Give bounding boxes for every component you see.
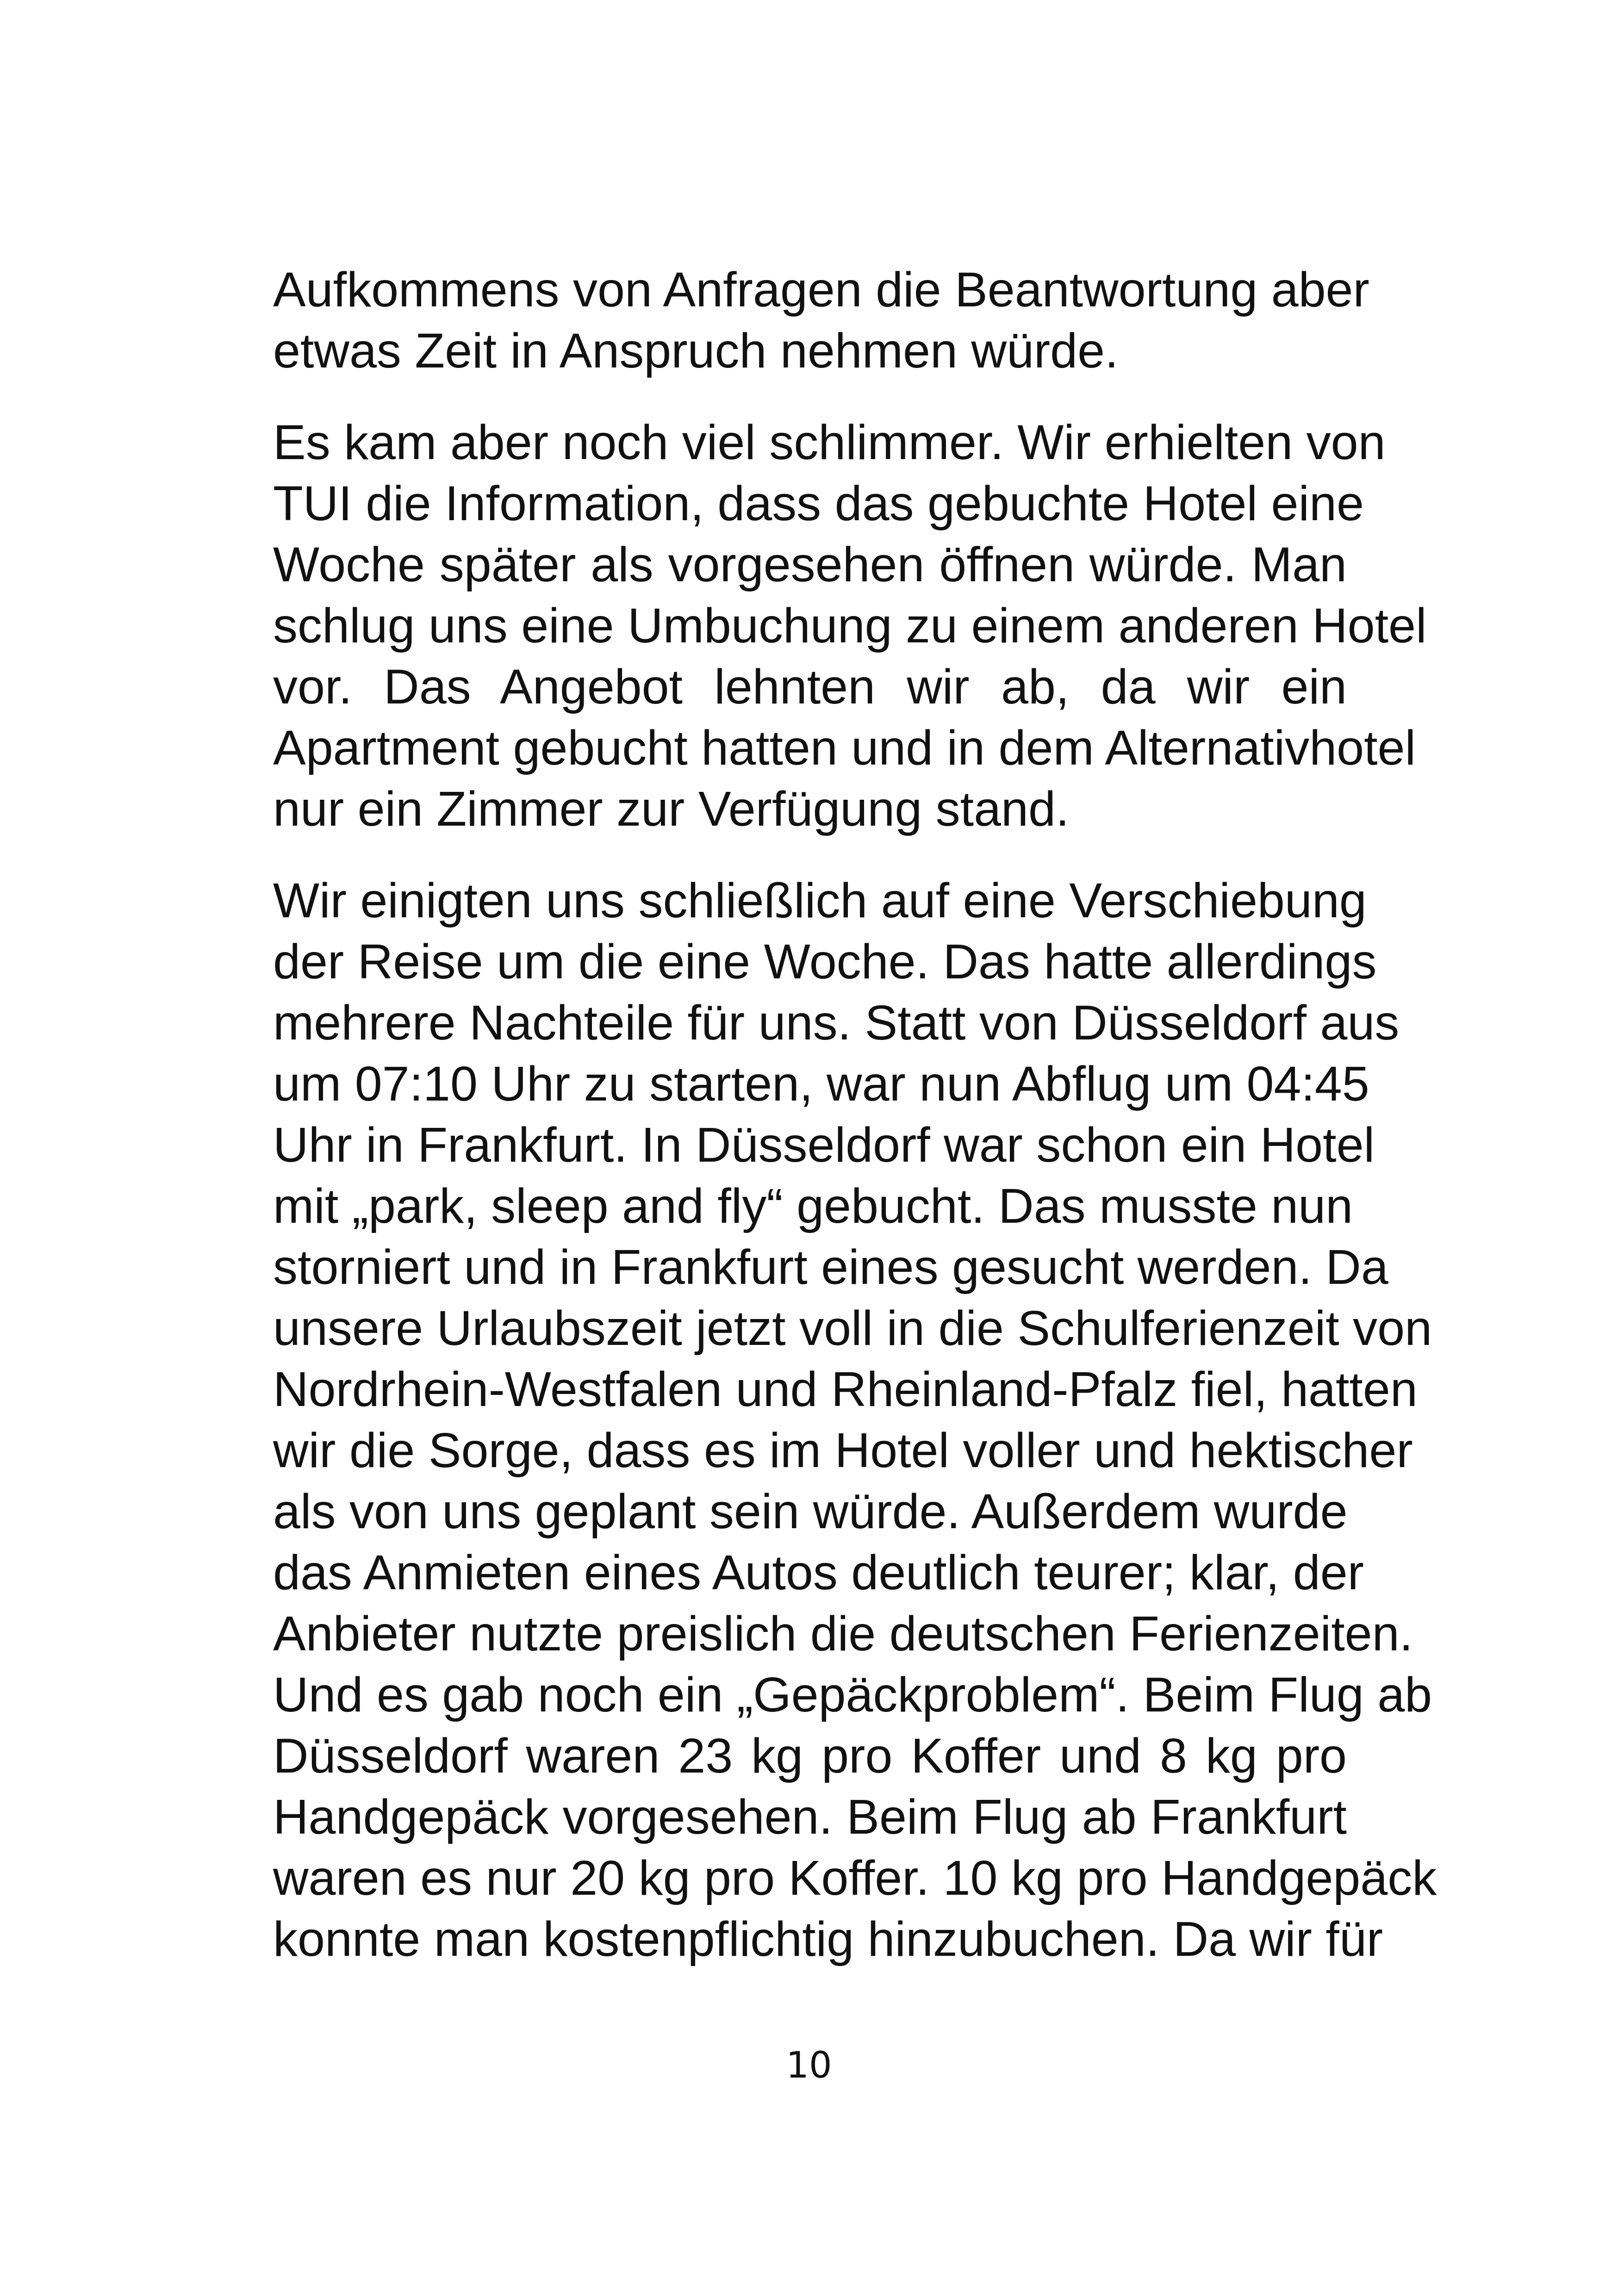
text-line: TUI die Information, dass das gebuchte Hotel eine xyxy=(273,476,1364,531)
text-line: storniert und in Frankfurt eines gesucht werden. Da xyxy=(273,1240,1388,1294)
text-line: Woche später als vorgesehen öffnen würde. Man xyxy=(273,537,1347,592)
paragraph-3 xyxy=(273,870,1437,1970)
page-number: 10 xyxy=(786,2045,832,2086)
paragraph-2 xyxy=(273,412,1427,840)
text-line: Nordrhein-Westfalen und Rheinland-Pfalz fiel, hatten xyxy=(273,1362,1418,1417)
text-line: mit „park, sleep and fly“ gebucht. Das musste nun xyxy=(273,1179,1353,1233)
text-line: mehrere Nachteile für uns. Statt von Düsseldorf aus xyxy=(273,996,1400,1050)
text-line: konnte man kostenpflichtig hinzubuchen. Da wir für xyxy=(273,1912,1383,1966)
text-line: unsere Urlaubszeit jetzt voll in die Schulferienzeit von xyxy=(273,1301,1432,1356)
paragraph-1 xyxy=(273,259,1369,381)
text-line: Und es gab noch ein „Gepäckproblem“. Beim Flug ab xyxy=(273,1668,1432,1722)
text-line: Wir einigten uns schließlich auf eine Verschiebung xyxy=(273,873,1367,928)
text-line: Anbieter nutzte preislich die deutschen Ferienzeiten. xyxy=(273,1606,1413,1661)
text-line: Apartment gebucht hatten und in dem Alternativhotel xyxy=(273,721,1416,775)
text-line: schlug uns eine Umbuchung zu einem anderen Hotel xyxy=(273,598,1427,653)
body-text xyxy=(273,259,1437,1970)
text-line: Aufkommens von Anfragen die Beantwortung aber xyxy=(273,262,1369,317)
text-line: als von uns geplant sein würde. Außerdem wurde xyxy=(273,1484,1348,1539)
text-line: das Anmieten eines Autos deutlich teurer; klar, der xyxy=(273,1545,1364,1600)
text-line: waren es nur 20 kg pro Koffer. 10 kg pro Handgepäck xyxy=(273,1851,1437,1905)
text-line: um 07:10 Uhr zu starten, war nun Abflug um 04:45 xyxy=(273,1057,1369,1111)
text-line: Uhr in Frankfurt. In Düsseldorf war schon ein Hotel xyxy=(273,1118,1375,1172)
text-line: der Reise um die eine Woche. Das hatte allerdings xyxy=(273,934,1377,989)
text-line: wir die Sorge, dass es im Hotel voller und hektischer xyxy=(273,1423,1413,1478)
text-line: vor. Das Angebot lehnten wir ab, da wir ein xyxy=(273,660,1347,714)
text-line: Handgepäck vorgesehen. Beim Flug ab Frankfurt xyxy=(273,1790,1347,1844)
text-line: Es kam aber noch viel schlimmer. Wir erhielten von xyxy=(273,415,1386,470)
text-line: Düsseldorf waren 23 kg pro Koffer und 8 kg pro xyxy=(273,1729,1347,1783)
text-line: nur ein Zimmer zur Verfügung stand. xyxy=(273,782,1070,836)
text-line: etwas Zeit in Anspruch nehmen würde. xyxy=(273,324,1119,378)
